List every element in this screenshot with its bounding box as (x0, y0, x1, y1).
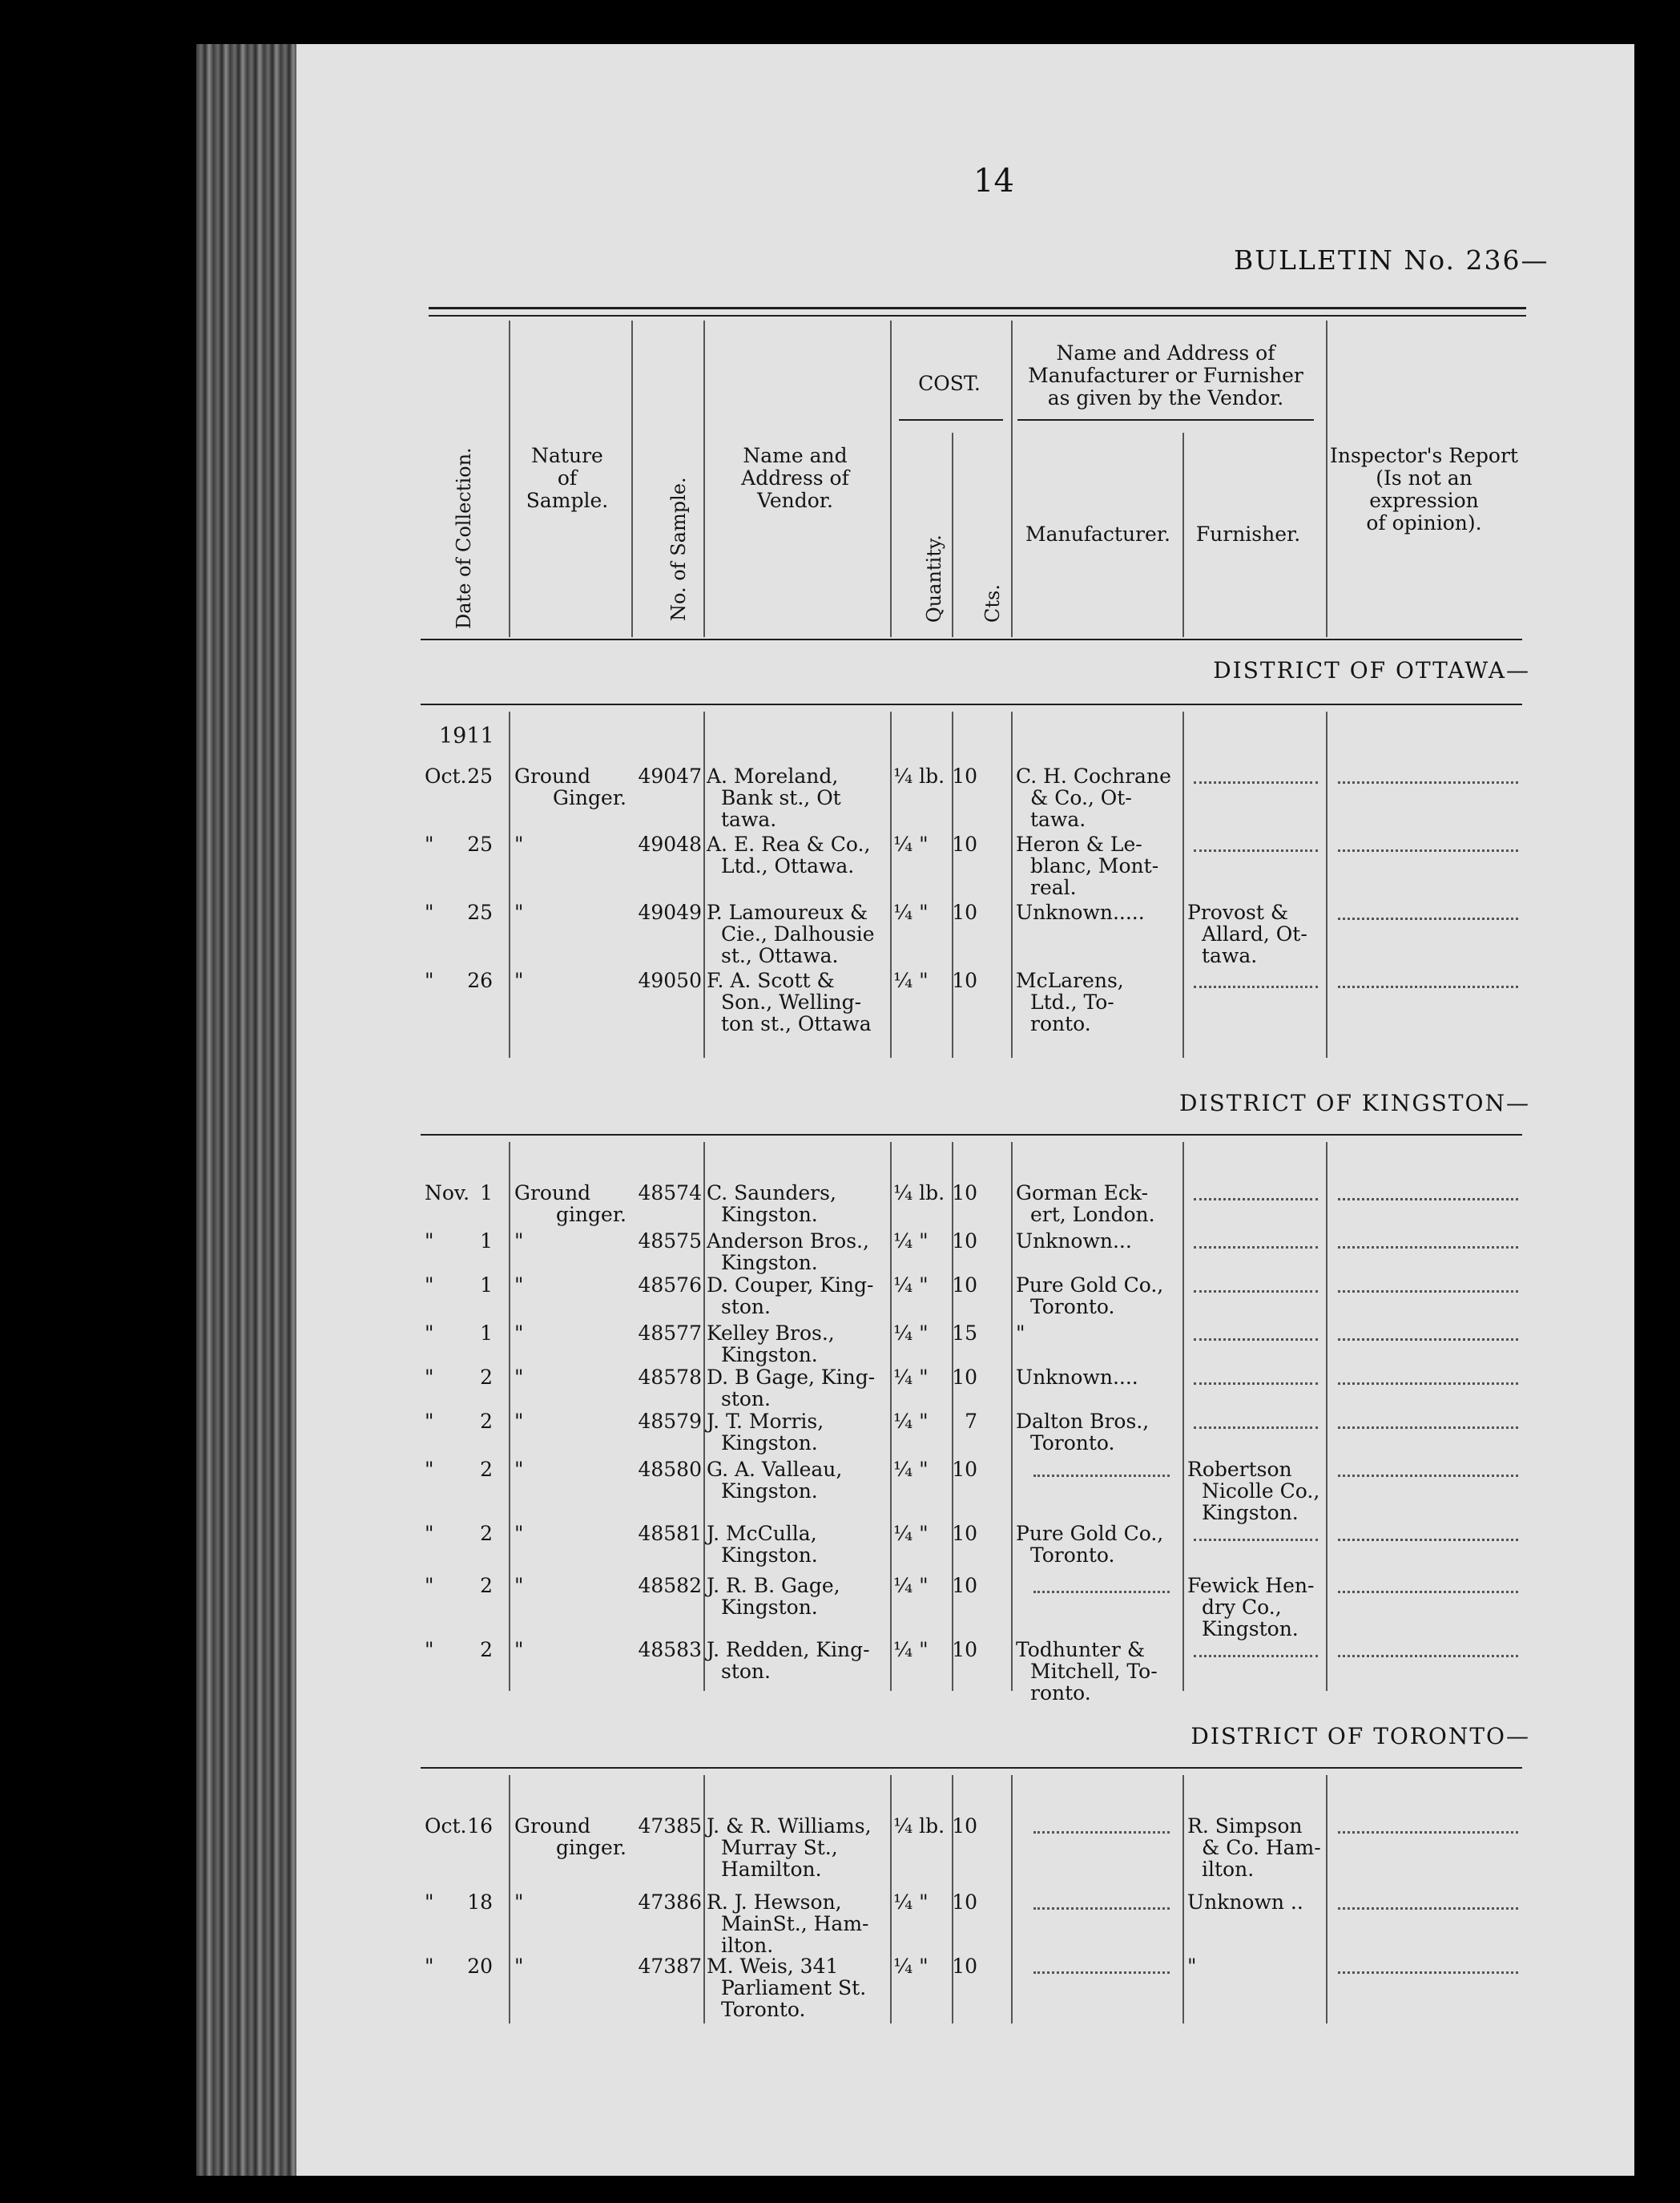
district-rule (421, 704, 1522, 705)
collection-day: 25 (467, 901, 493, 924)
quantity: ¼ " (893, 1321, 929, 1345)
vendor-line: ston. (721, 1387, 771, 1410)
leader-dots (1033, 1591, 1170, 1593)
inspector-report-dots (1338, 1198, 1518, 1200)
vendor-line: J. R. B. Gage, (707, 1574, 840, 1597)
column-divider (703, 1142, 705, 1691)
vendor-line: Parliament St. (721, 1976, 867, 1999)
leader-dots (1194, 1290, 1318, 1293)
manufacturer-line: real. (1030, 876, 1077, 899)
top-rule-2 (429, 315, 1526, 317)
vendor-line: Hamilton. (721, 1858, 822, 1881)
cents: 10 (952, 1181, 977, 1204)
leader-dots (1194, 849, 1318, 852)
nature-of-sample: Ground (514, 1814, 591, 1838)
vendor-line: Anderson Bros., (707, 1229, 869, 1253)
header-vendor-line: Name and (743, 444, 848, 467)
vendor-line: ston. (721, 1295, 771, 1318)
cents: 7 (965, 1410, 977, 1433)
cents: 10 (952, 1574, 977, 1597)
leader-dots (1194, 1539, 1318, 1541)
sample-number: 48575 (638, 1229, 702, 1253)
header-nature-of-sample (511, 445, 623, 512)
quantity: ¼ " (893, 1229, 929, 1253)
leader-dots (1194, 986, 1318, 988)
collection-day: 2 (480, 1410, 493, 1433)
cents: 10 (952, 1890, 977, 1914)
sample-number: 49047 (638, 765, 702, 788)
header-name-address-group (1013, 342, 1318, 410)
manufacturer-line: Dalton Bros., (1016, 1410, 1150, 1433)
collection-day: 2 (480, 1638, 493, 1661)
collection-month: " (425, 833, 434, 856)
header-group-line: Manufacturer or Furnisher (1028, 364, 1303, 387)
collection-day: 1 (480, 1273, 493, 1297)
leader-dots (1194, 1338, 1318, 1341)
collection-day: 26 (467, 969, 493, 992)
cents: 10 (952, 1229, 977, 1253)
column-divider (952, 433, 953, 637)
manufacturer-line: ronto. (1030, 1012, 1091, 1035)
quantity: ¼ " (893, 1890, 929, 1914)
vendor-line: Kelley Bros., (707, 1321, 835, 1345)
column-divider (952, 712, 953, 1058)
leader-dots (1033, 1971, 1170, 1974)
inspector-report-dots (1338, 918, 1518, 920)
vendor-line: J. T. Morris, (707, 1410, 824, 1433)
collection-day: 1 (480, 1181, 493, 1204)
cents: 10 (952, 1458, 977, 1481)
furnisher-line: & Co. Ham- (1202, 1836, 1321, 1859)
nature-of-sample: Ground (514, 1181, 591, 1204)
nature-of-sample: " (514, 1458, 524, 1481)
inspector-report-dots (1338, 1831, 1518, 1834)
quantity: ¼ " (893, 833, 929, 856)
inspector-report-dots (1338, 986, 1518, 988)
collection-month: " (425, 1574, 434, 1597)
manufacturer-line: Pure Gold Co., (1016, 1522, 1164, 1545)
collection-day: 2 (480, 1458, 493, 1481)
manufacturer-line: Unknown..... (1016, 901, 1145, 924)
vendor-line: A. Moreland, (707, 765, 839, 788)
vendor-line: ton st., Ottawa (721, 1012, 872, 1035)
column-divider (703, 1775, 705, 2023)
nature-of-sample: " (514, 1574, 524, 1597)
vendor-line: Cie., Dalhousie (721, 922, 875, 946)
vendor-line: M. Weis, 341 (707, 1955, 839, 1978)
column-divider (1182, 1775, 1184, 2023)
column-divider (1011, 712, 1013, 1058)
column-divider (509, 1142, 510, 1691)
header-cost: COST. (918, 372, 981, 395)
leader-dots (1194, 781, 1318, 784)
district-rule (421, 1134, 1522, 1136)
column-divider (703, 321, 705, 637)
manufacturer-line: Toronto. (1030, 1543, 1115, 1567)
collection-month: " (425, 969, 434, 992)
header-nature-line: of (557, 466, 578, 490)
manufacturer-line: Gorman Eck- (1016, 1181, 1149, 1204)
nature-of-sample: " (514, 901, 524, 924)
vendor-line: Toronto. (721, 1998, 806, 2021)
column-divider (1182, 433, 1184, 637)
cost-underline (899, 419, 1003, 421)
manufacturer-line: Mitchell, To- (1030, 1660, 1158, 1683)
furnisher-line: Kingston. (1202, 1501, 1299, 1524)
collection-month: " (425, 1229, 434, 1253)
nature-of-sample: ginger. (555, 1203, 626, 1226)
page-number: 14 (973, 163, 1014, 200)
nature-of-sample: " (514, 1890, 524, 1914)
nature-of-sample: ginger. (555, 1836, 626, 1859)
sample-number: 49048 (638, 833, 702, 856)
nature-of-sample: " (514, 1321, 524, 1345)
district-heading: DISTRICT OF OTTAWA— (1213, 657, 1530, 684)
column-divider (1326, 321, 1327, 637)
quantity: ¼ " (893, 1955, 929, 1978)
nature-of-sample: Ground (514, 765, 591, 788)
cents: 15 (952, 1321, 977, 1345)
sample-number: 48579 (638, 1410, 702, 1433)
manufacturer-line: McLarens, (1016, 969, 1124, 992)
vendor-line: Kingston. (721, 1596, 818, 1619)
district-heading: DISTRICT OF KINGSTON— (1179, 1090, 1530, 1116)
quantity: ¼ lb. (893, 1814, 945, 1838)
scanned-page-edge (196, 44, 300, 2176)
cents: 10 (952, 1366, 977, 1389)
collection-month: " (425, 1458, 434, 1481)
furnisher-line: Nicolle Co., (1202, 1479, 1320, 1503)
quantity: ¼ " (893, 969, 929, 992)
inspector-report-dots (1338, 849, 1518, 852)
vendor-line: ston. (721, 1660, 771, 1683)
quantity: ¼ " (893, 1522, 929, 1545)
inspector-report-dots (1338, 1539, 1518, 1541)
inspector-report-dots (1338, 1426, 1518, 1429)
sample-number: 48574 (638, 1181, 702, 1204)
quantity: ¼ " (893, 1410, 929, 1433)
collection-day: 25 (467, 765, 493, 788)
cents: 10 (952, 1814, 977, 1838)
leader-dots (1194, 1655, 1318, 1657)
vendor-line: P. Lamoureux & (707, 901, 868, 924)
vendor-line: ilton. (721, 1934, 774, 1957)
column-divider (1326, 712, 1327, 1058)
inspector-report-dots (1338, 781, 1518, 784)
vendor-line: tawa. (721, 808, 777, 831)
vendor-line: Kingston. (721, 1343, 818, 1366)
cents: 10 (952, 833, 977, 856)
manufacturer-line: " (1016, 1321, 1025, 1345)
manufacturer-line: Heron & Le- (1016, 833, 1142, 856)
vendor-line: G. A. Valleau, (707, 1458, 843, 1481)
manufacturer-line: Pure Gold Co., (1016, 1273, 1164, 1297)
header-cents: Cts. (981, 584, 1004, 623)
manufacturer-line: Todhunter & (1016, 1638, 1146, 1661)
column-divider (1326, 1775, 1327, 2023)
collection-day: 16 (467, 1814, 493, 1838)
manufacturer-line: blanc, Mont- (1030, 854, 1159, 878)
nature-of-sample: " (514, 1273, 524, 1297)
header-manufacturer: Manufacturer. (1025, 523, 1170, 546)
collection-day: 18 (467, 1890, 493, 1914)
header-date-of-collection: Date of Collection. (453, 447, 475, 629)
header-vendor (705, 445, 885, 512)
vendor-line: J. McCulla, (707, 1522, 817, 1545)
header-inspector-line: Inspector's Report (1330, 444, 1518, 467)
collection-month: " (425, 1273, 434, 1297)
manufacturer-line: Unknown... (1016, 1229, 1132, 1253)
cents: 10 (952, 1638, 977, 1661)
inspector-report-dots (1338, 1907, 1518, 1910)
sample-number: 48583 (638, 1638, 702, 1661)
header-group-line: Name and Address of (1056, 341, 1275, 365)
manufacturer-line: ronto. (1030, 1681, 1091, 1705)
furnisher-line: R. Simpson (1187, 1814, 1303, 1838)
collection-month: " (425, 901, 434, 924)
column-divider (509, 712, 510, 1058)
leader-dots (1033, 1907, 1170, 1910)
column-divider (631, 321, 633, 637)
sample-number: 49049 (638, 901, 702, 924)
quantity: ¼ " (893, 1273, 929, 1297)
leader-dots (1033, 1475, 1170, 1477)
cents: 10 (952, 1955, 977, 1978)
district-heading: DISTRICT OF TORONTO— (1191, 1723, 1530, 1749)
nature-of-sample: " (514, 1229, 524, 1253)
sample-number: 48577 (638, 1321, 702, 1345)
collection-day: 20 (467, 1955, 493, 1978)
collection-month: " (425, 1410, 434, 1433)
quantity: ¼ lb. (893, 765, 945, 788)
furnisher-line: Unknown .. (1187, 1890, 1303, 1914)
collection-month: Oct. (425, 1814, 467, 1838)
sample-number: 47387 (638, 1955, 702, 1978)
vendor-line: J. Redden, King- (707, 1638, 870, 1661)
leader-dots (1194, 1426, 1318, 1429)
district-rule (421, 1767, 1522, 1769)
furnisher-line: " (1187, 1955, 1197, 1978)
inspector-report-dots (1338, 1591, 1518, 1593)
column-divider (509, 1775, 510, 2023)
furnisher-line: Kingston. (1202, 1617, 1299, 1640)
column-divider (1011, 1775, 1013, 2023)
vendor-line: D. Couper, King- (707, 1273, 874, 1297)
cents: 10 (952, 969, 977, 992)
quantity: ¼ " (893, 1638, 929, 1661)
nature-of-sample: " (514, 1638, 524, 1661)
vendor-line: Kingston. (721, 1251, 818, 1274)
manufacturer-line: tawa. (1030, 808, 1086, 831)
inspector-report-dots (1338, 1475, 1518, 1477)
vendor-line: Kingston. (721, 1431, 818, 1455)
column-divider (703, 712, 705, 1058)
manufacturer-line: ert, London. (1030, 1203, 1155, 1226)
sample-number: 48576 (638, 1273, 702, 1297)
header-nature-line: Nature (531, 444, 603, 467)
vendor-line: Son., Welling- (721, 991, 862, 1014)
nature-of-sample: " (514, 1366, 524, 1389)
sample-number: 48581 (638, 1522, 702, 1545)
header-inspector-line: (Is not an expression (1369, 466, 1479, 512)
sample-number: 48580 (638, 1458, 702, 1481)
vendor-line: MainSt., Ham- (721, 1912, 869, 1935)
header-vendor-line: Address of (741, 466, 849, 490)
leader-dots (1194, 1198, 1318, 1200)
header-inspector-report (1322, 445, 1526, 535)
inspector-report-dots (1338, 1382, 1518, 1385)
nature-of-sample: " (514, 1955, 524, 1978)
header-no-of-sample: No. of Sample. (667, 477, 690, 621)
collection-month: " (425, 1890, 434, 1914)
furnisher-line: ilton. (1202, 1858, 1255, 1881)
furnisher-line: dry Co., (1202, 1596, 1282, 1619)
vendor-line: Kingston. (721, 1203, 818, 1226)
nature-of-sample: Ginger. (552, 786, 626, 809)
collection-day: 2 (480, 1366, 493, 1389)
column-divider (890, 321, 892, 637)
collection-month: " (425, 1522, 434, 1545)
cents: 10 (952, 765, 977, 788)
quantity: ¼ " (893, 901, 929, 924)
furnisher-line: tawa. (1202, 944, 1258, 967)
header-nature-line: Sample. (526, 489, 609, 512)
vendor-line: D. B Gage, King- (707, 1366, 876, 1389)
nature-of-sample: " (514, 833, 524, 856)
quantity: ¼ " (893, 1574, 929, 1597)
sample-number: 48582 (638, 1574, 702, 1597)
cents: 10 (952, 901, 977, 924)
manufacturer-line: Toronto. (1030, 1295, 1115, 1318)
collection-day: 2 (480, 1522, 493, 1545)
vendor-line: J. & R. Williams, (707, 1814, 872, 1838)
bulletin-title: BULLETIN No. 236— (1234, 244, 1549, 276)
vendor-line: Kingston. (721, 1479, 818, 1503)
vendor-line: F. A. Scott & (707, 969, 835, 992)
manufacturer-line: C. H. Cochrane (1016, 765, 1171, 788)
column-divider (1011, 1142, 1013, 1691)
leader-dots (1194, 1246, 1318, 1249)
collection-month: Nov. (425, 1181, 470, 1204)
header-group-line: as given by the Vendor. (1047, 386, 1284, 410)
document-page (296, 44, 1634, 2176)
nature-of-sample: " (514, 1522, 524, 1545)
group-underline (1017, 419, 1314, 421)
collection-month: " (425, 1638, 434, 1661)
collection-day: 2 (480, 1574, 493, 1597)
collection-month: " (425, 1955, 434, 1978)
furnisher-line: Fewick Hen- (1187, 1574, 1315, 1597)
vendor-line: A. E. Rea & Co., (707, 833, 871, 856)
sample-number: 49050 (638, 969, 702, 992)
vendor-line: Bank st., Ot (721, 786, 841, 809)
cents: 10 (952, 1522, 977, 1545)
nature-of-sample: " (514, 1410, 524, 1433)
header-furnisher: Furnisher. (1195, 523, 1301, 546)
inspector-report-dots (1338, 1246, 1518, 1249)
collection-month: " (425, 1366, 434, 1389)
sample-number: 47385 (638, 1814, 702, 1838)
sample-number: 48578 (638, 1366, 702, 1389)
column-divider (509, 321, 510, 637)
collection-month: Oct. (425, 765, 467, 788)
header-quantity: Quantity. (923, 535, 945, 623)
furnisher-line: Allard, Ot- (1202, 922, 1307, 946)
top-rule (429, 307, 1526, 309)
year-label: 1911 (439, 724, 494, 748)
manufacturer-line: Toronto. (1030, 1431, 1115, 1455)
furnisher-line: Provost & (1187, 901, 1289, 924)
collection-day: 1 (480, 1229, 493, 1253)
furnisher-line: Robertson (1187, 1458, 1292, 1481)
header-bottom-rule (421, 639, 1522, 640)
leader-dots (1033, 1831, 1170, 1834)
manufacturer-line: & Co., Ot- (1030, 786, 1132, 809)
leader-dots (1194, 1382, 1318, 1385)
quantity: ¼ " (893, 1458, 929, 1481)
inspector-report-dots (1338, 1971, 1518, 1974)
vendor-line: st., Ottawa. (721, 944, 839, 967)
vendor-line: C. Saunders, (707, 1181, 836, 1204)
manufacturer-line: Ltd., To- (1030, 991, 1114, 1014)
vendor-line: Kingston. (721, 1543, 818, 1567)
inspector-report-dots (1338, 1290, 1518, 1293)
header-vendor-line: Vendor. (757, 489, 833, 512)
collection-month: " (425, 1321, 434, 1345)
inspector-report-dots (1338, 1655, 1518, 1657)
collection-day: 25 (467, 833, 493, 856)
nature-of-sample: " (514, 969, 524, 992)
collection-day: 1 (480, 1321, 493, 1345)
manufacturer-line: Unknown.... (1016, 1366, 1138, 1389)
vendor-line: R. J. Hewson, (707, 1890, 842, 1914)
quantity: ¼ lb. (893, 1181, 945, 1204)
inspector-report-dots (1338, 1338, 1518, 1341)
header-inspector-line: of opinion). (1366, 511, 1482, 535)
quantity: ¼ " (893, 1366, 929, 1389)
column-divider (1011, 321, 1013, 637)
vendor-line: Ltd., Ottawa. (721, 854, 855, 878)
cents: 10 (952, 1273, 977, 1297)
sample-number: 47386 (638, 1890, 702, 1914)
vendor-line: Murray St., (721, 1836, 838, 1859)
